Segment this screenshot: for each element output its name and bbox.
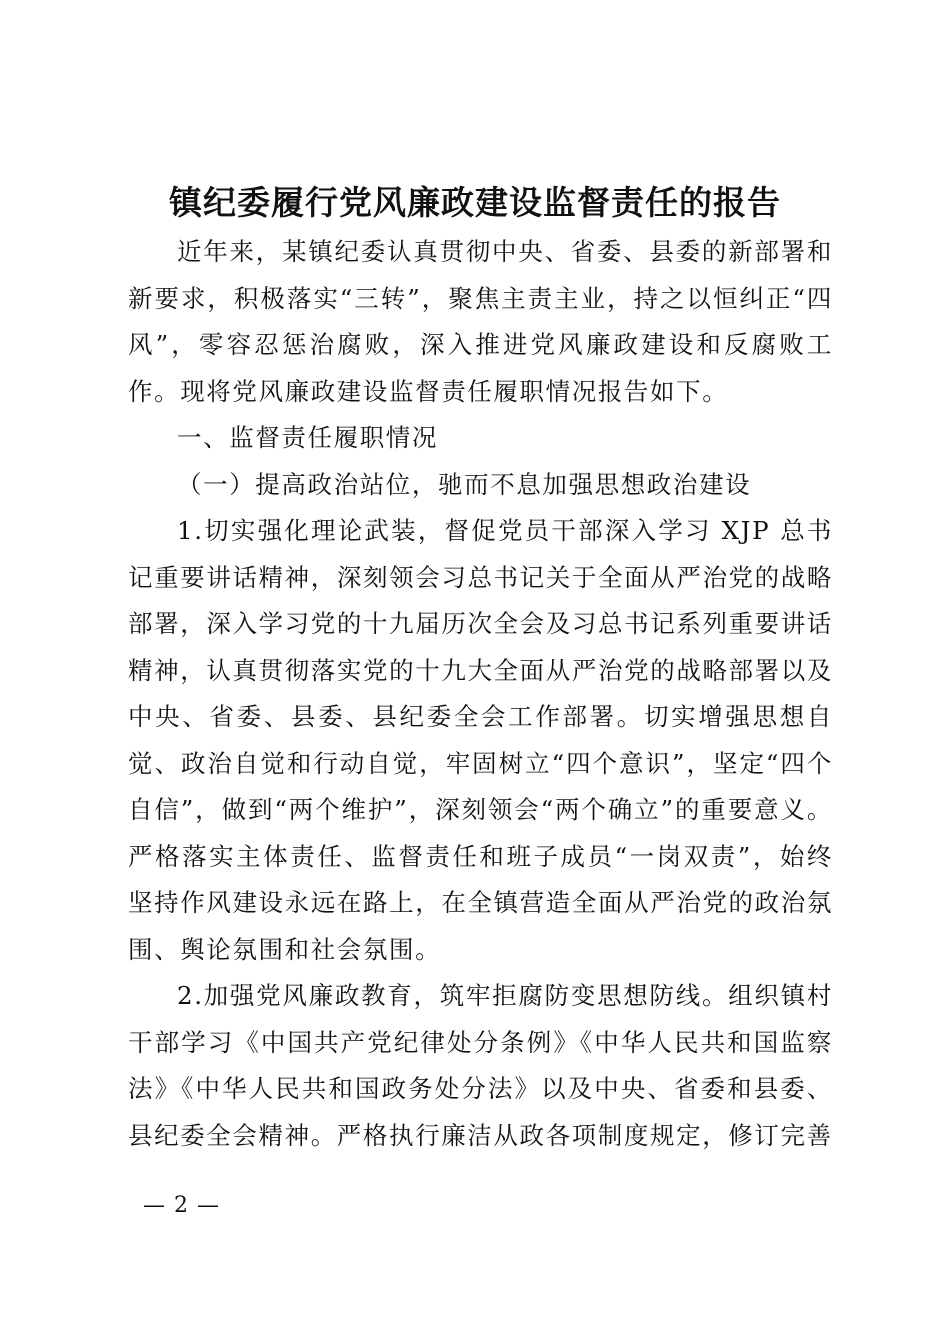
document-title: 镇纪委履行党风廉政建设监督责任的报告 bbox=[169, 183, 781, 222]
section-heading: 一、监督责任履职情况 bbox=[177, 423, 438, 452]
item-2-paragraph: 2.加强党风廉政教育，筑牢拒腐防变思想防线。组织镇村干部学习《中国共产党纪律处分条例》《中华人民共和国监察法》《中华人民共和国政务处分法》以及中央、省委和县委、县纪委全会精神。严格执行廉洁从政各项制度规定，修订完善 bbox=[128, 981, 833, 1150]
item-1-paragraph: 1.切实强化理论武装，督促党员干部深入学习 XJP 总书记重要讲话精神，深刻领会习总书记关于全面从严治党的战略部署，深入学习党的十九届历次全会及习总书记系列重要讲话精神，认真贯彻落实党的十九大全面从严治党的战略部署以及中央、省委、县委、县纪委全会工作部署。切实增强思想自觉、政治自觉和行动自觉，牢固树立“四个意识”，坚定“四个自信”，做到“两个维护”，深刻领会“两个确立”的重要意义。严格落实主体责任、监督责任和班子成员“一岗双责”，始终坚持作风建设永远在路上，在全镇营造全面从严治党的政治氛围、舆论氛围和社会氛围。 bbox=[128, 516, 833, 964]
subsection-heading: （一）提高政治站位，驰而不息加强思想政治建设 bbox=[177, 469, 752, 499]
document-body bbox=[128, 229, 833, 1159]
page-number: — 2 — bbox=[143, 1193, 220, 1218]
intro-paragraph: 近年来，某镇纪委认真贯彻中央、省委、县委的新部署和新要求，积极落实“三转”，聚焦主责主业，持之以恒纠正“四风”，零容忍惩治腐败，深入推进党风廉政建设和反腐败工作。现将党风廉政建设监督责任履职情况报告如下。 bbox=[128, 237, 833, 406]
